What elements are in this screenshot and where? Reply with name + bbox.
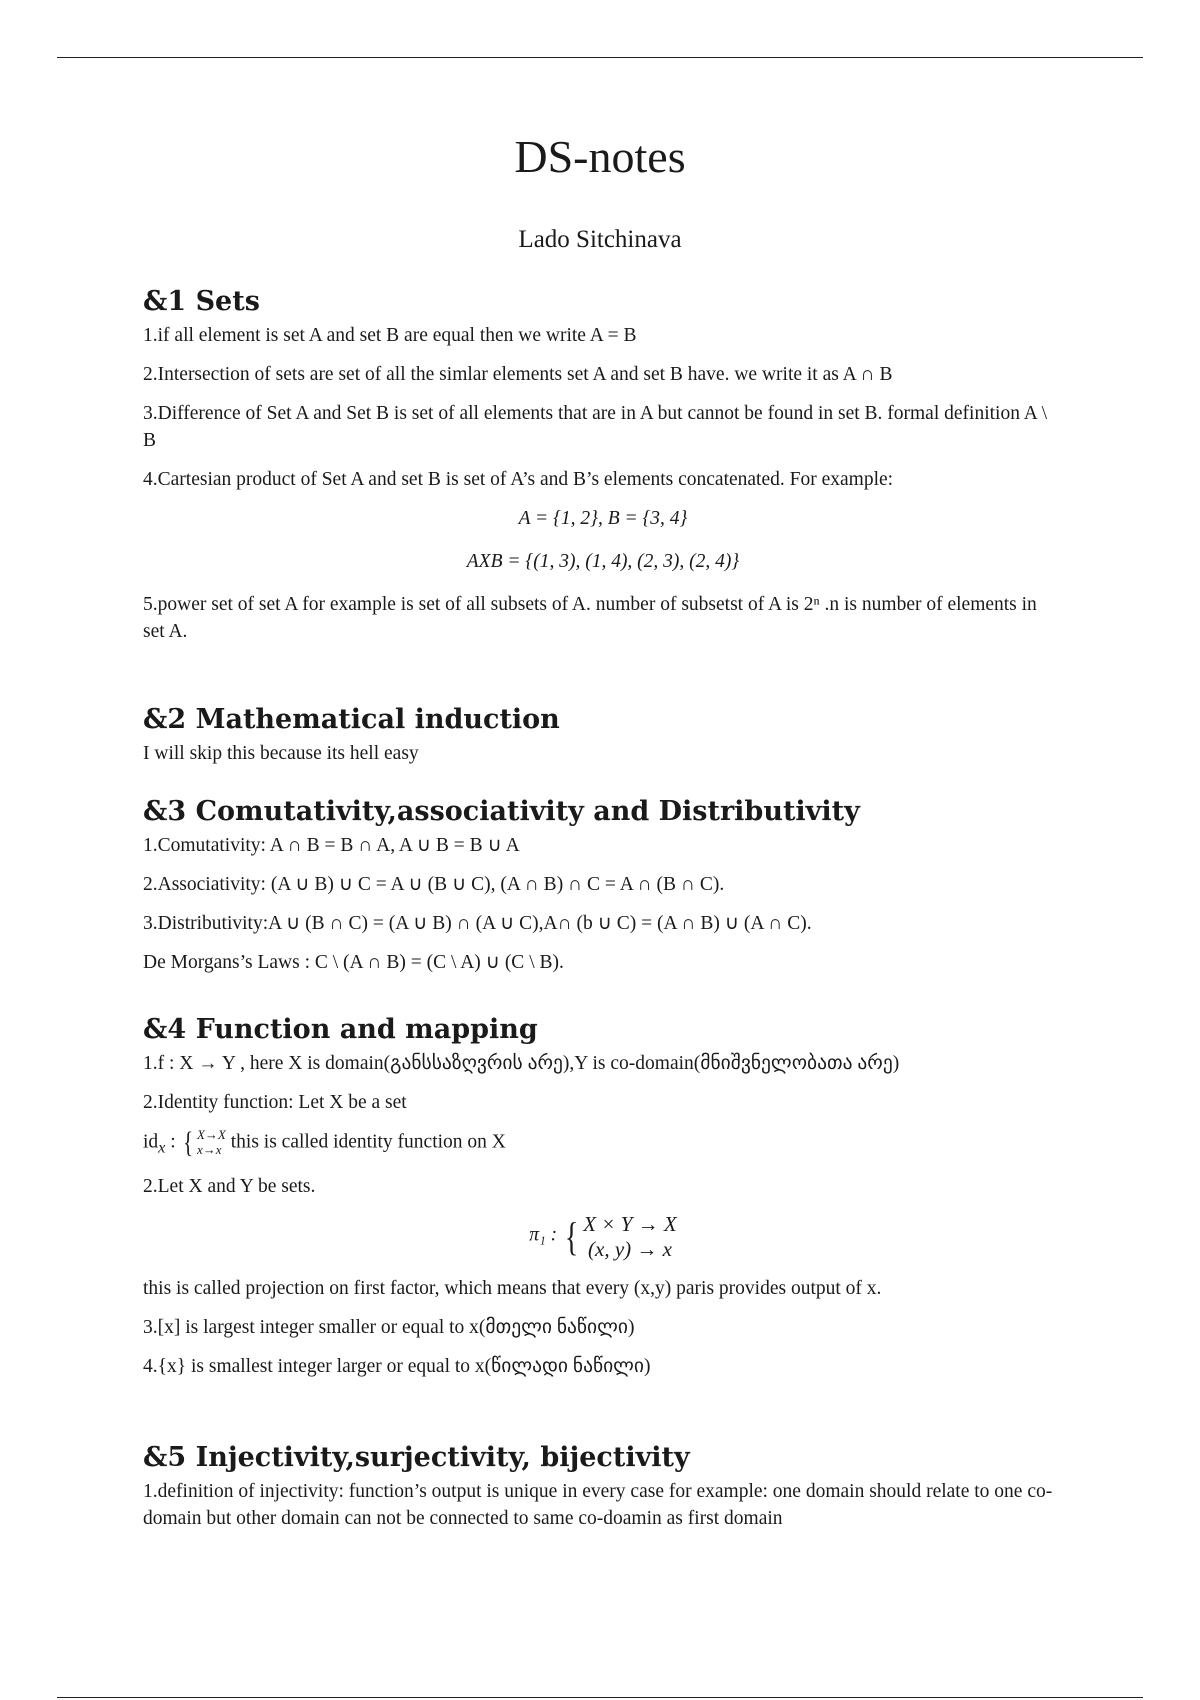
section-heading: &3 Comutativity,associativity and Distributivity <box>143 796 860 827</box>
paragraph: 3.Distributivity:A ∪ (B ∩ C) = (A ∪ B) ∩ (A ∪ C),A∩ (b ∪ C) = (A ∩ B) ∪ (A ∩ C). <box>143 913 812 934</box>
paragraph: 2.Intersection of sets are set of all the simlar elements set A and set B have. we write it as A ∩ B <box>143 364 893 385</box>
section-injectivity <box>143 1438 1063 1544</box>
paragraph: De Morgans’s Laws : C \ (A ∩ B) = (C \ A) ∪ (C \ B). <box>143 952 564 973</box>
paragraph: I will skip this because its hell easy <box>143 743 419 764</box>
top-rule <box>57 57 1143 58</box>
section-heading: &1 Sets <box>143 286 260 317</box>
paragraph: 2.Let X and Y be sets. <box>143 1176 316 1198</box>
id-subscript: x <box>158 1138 166 1157</box>
paragraph: 1.if all element is set A and set B are equal then we write A = B <box>143 325 637 346</box>
pi-symbol: π₁ : <box>529 1224 558 1246</box>
paragraph: this is called projection on first factor, which means that every (x,y) paris provides output of x. <box>143 1277 882 1299</box>
paragraph: 1.Comutativity: A ∩ B = B ∩ A, A ∪ B = B ∪ A <box>143 835 520 856</box>
id-symbol: id <box>143 1131 159 1153</box>
case-lines <box>197 1128 226 1158</box>
section-sets <box>143 282 1063 657</box>
id-description: this is called identity function on X <box>230 1131 506 1153</box>
left-brace: { <box>182 1126 193 1159</box>
paragraph: 3.[x] is largest integer smaller or equal to x(მთელი ნაწილი) <box>143 1316 635 1338</box>
case-line: x→x <box>196 1142 222 1157</box>
document-author: Lado Sitchinava <box>518 226 682 253</box>
identity-function-definition: $id_x$ : { X→X x→x this is called identity function on X <box>143 1126 506 1159</box>
paragraph: 5.power set of set A for example is set of all subsets of A. number of subsetst of A is 2ⁿ .n is number of elements in set A. <box>143 594 1037 642</box>
document-title: DS-notes <box>514 131 686 182</box>
case-lines <box>583 1212 677 1260</box>
paragraph: 3.Difference of Set A and Set B is set of all elements that are in A but cannot be found in set B. formal definition A \ B <box>143 403 1048 451</box>
section-heading: &5 Injectivity,surjectivity, bijectivity <box>143 1442 690 1473</box>
section-heading: &2 Mathematical induction <box>143 704 560 735</box>
paragraph: 2.Identity function: Let X be a set <box>143 1092 407 1113</box>
paragraph: 4.{x} is smallest integer larger or equal to x(წილადი ნაწილი) <box>143 1355 651 1377</box>
case-brace <box>181 1128 226 1158</box>
section-functions <box>143 1010 1063 1392</box>
case-brace <box>562 1212 677 1260</box>
case-line: X × Y → X <box>583 1212 677 1237</box>
bottom-rule <box>57 1697 1143 1698</box>
paragraph: 1.definition of injectivity: function’s output is unique in every case for example: one domain should relate to one co-domain but other domain can not be connected to same co-doamin as first domain <box>143 1481 1053 1529</box>
left-brace: { <box>564 1213 579 1259</box>
case-line: (x, y) → x <box>588 1236 672 1261</box>
section-heading: &4 Function and mapping <box>143 1014 538 1045</box>
paragraph: 4.Cartesian product of Set A and set B is set of A’s and B’s elements concatenated. For example: <box>143 469 894 490</box>
paragraph: 1.f : X → Y , here X is domain(განსსაზღვრის არე),Y is co-domain(მნიშვნელობათა არე) <box>143 1053 900 1074</box>
equation: A = {1, 2}, B = {3, 4} <box>518 508 688 529</box>
equation: AXB = {(1, 3), (1, 4), (2, 3), (2, 4)} <box>466 551 740 572</box>
projection-equation <box>143 1212 1063 1260</box>
case-line: X→X <box>196 1127 226 1143</box>
section-properties <box>143 792 1063 988</box>
paragraph: 2.Associativity: (A ∪ B) ∪ C = A ∪ (B ∪ C), (A ∩ B) ∩ C = A ∩ (B ∩ C). <box>143 874 725 895</box>
section-induction <box>143 700 1063 779</box>
